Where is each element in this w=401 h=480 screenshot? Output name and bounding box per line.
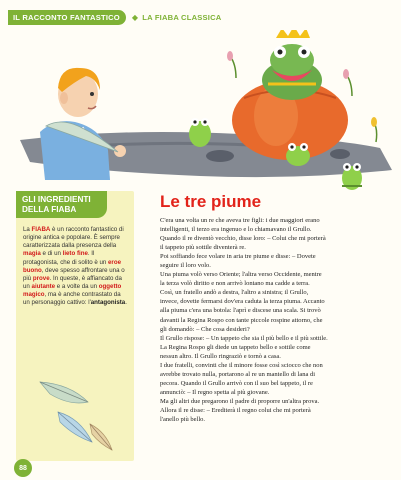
story-line: l'anello più bello. xyxy=(160,416,206,424)
story-line: alla piuma c'era una botola: l'aprì e discese una scala. Si trovò xyxy=(160,307,321,315)
page-number: 88 xyxy=(14,459,32,477)
body-text: . In queste, è affiancato da un xyxy=(23,274,122,291)
story-line: invece, dovette fermarsi dov'era caduta la terza piuma. Accanto xyxy=(160,298,325,306)
highlight-term: antagonista xyxy=(90,299,126,307)
section-header xyxy=(0,0,401,34)
bullet-icon: ◆ xyxy=(131,12,139,22)
highlight-term: oggetto magico xyxy=(23,283,122,299)
highlight-term: FIABA xyxy=(31,226,51,233)
highlight-term: prove xyxy=(32,274,50,282)
story-line: intelligenti, il terzo era ingenuo e lo chiamavano il Grullo. xyxy=(160,226,312,234)
story-line: gli domandò: – Che cosa desideri? xyxy=(160,325,250,333)
story-line: nessun altro. Il Grullo ringraziò e tornò a casa. xyxy=(160,352,281,360)
frog-right xyxy=(342,163,362,190)
body-text: e a volte da un xyxy=(55,283,99,291)
frog-left xyxy=(189,118,211,147)
highlight-term: magia xyxy=(23,250,41,258)
body-text: . xyxy=(125,299,127,307)
story-line: I due fratelli, convinti che il minore fosse così sciocco che non xyxy=(160,361,323,369)
story-line: annunciò: – Il regno spetta al più giovane. xyxy=(160,388,270,396)
story-line: Una piuma volò verso Oriente; l'altra verso Occidente, mentre xyxy=(160,271,322,279)
body-text: e di un xyxy=(40,250,63,258)
story-line: C'era una volta un re che aveva tre figli: i due maggiori erano xyxy=(160,217,320,224)
ingredients-title: GLI INGREDIENTI DELLA FIABA xyxy=(16,191,107,218)
body-text: La xyxy=(23,226,32,233)
story-line: La Regina Rospo gli diede un tappeto bello e sottile come xyxy=(160,343,311,351)
story-line: Così, un fratello andò a destra, l'altro a sinistra; il Grullo, xyxy=(160,289,309,297)
feathers-illustration xyxy=(30,372,120,452)
story-line: Quando il re diventò vecchio, disse loro: – Colui che mi porterà xyxy=(160,235,326,243)
story-body xyxy=(160,216,394,424)
story-line: Il Grullo rispose: – Un tappeto che sia il più bello e il più sottile. xyxy=(160,334,328,342)
story-line: Ma gli altri due pregarono il padre di proporre un'altra prova. xyxy=(160,397,320,405)
story-line: seguire il loro volo. xyxy=(160,262,211,270)
fairy-tale-illustration xyxy=(0,30,401,200)
body-text: , deve spesso affrontare una o più xyxy=(23,266,125,282)
story-line: davanti la Regina Rospo con tante piccole rospine attorno, che xyxy=(160,316,323,324)
story-line: il tappeto più sottile diventerà re. xyxy=(160,244,246,252)
subsection-tag: LA FIABA CLASSICA xyxy=(142,12,222,22)
highlight-term: aiutante xyxy=(31,283,56,291)
story-line: Allora il re disse: – Erediterà il regno colui che mi porterà xyxy=(160,406,311,414)
toad-queen-throne xyxy=(232,30,348,160)
section-tag: IL RACCONTO FANTASTICO xyxy=(8,10,126,25)
body-text: , ma è anche contrastato da un personaggio cattivo: l' xyxy=(23,291,121,307)
ingredients-text xyxy=(16,218,134,308)
story-line: la terza volò diritto e non arrivò lontano ma cadde a terra. xyxy=(160,280,310,288)
frog-center xyxy=(286,143,310,166)
story-line: Poi soffiando fece volare in aria tre piume e disse: – Dovete xyxy=(160,253,316,261)
story-line: avrebbe trovato nulla, portarono al re un mantello di lana di xyxy=(160,370,316,378)
highlight-term: eroe buono xyxy=(23,258,121,274)
body-text: è un racconto fantastico di origine antica e popolare. È sempre caratterizzata dalla presenza della xyxy=(23,226,124,250)
highlight-term: lieto fine xyxy=(62,250,88,258)
story-line: pecora. Quando il Grullo arrivò con il suo bel tappeto, il re xyxy=(160,379,313,387)
story-title: Le tre piume xyxy=(160,192,262,211)
body-text: . Il protagonista, che di solito è un xyxy=(23,250,109,266)
